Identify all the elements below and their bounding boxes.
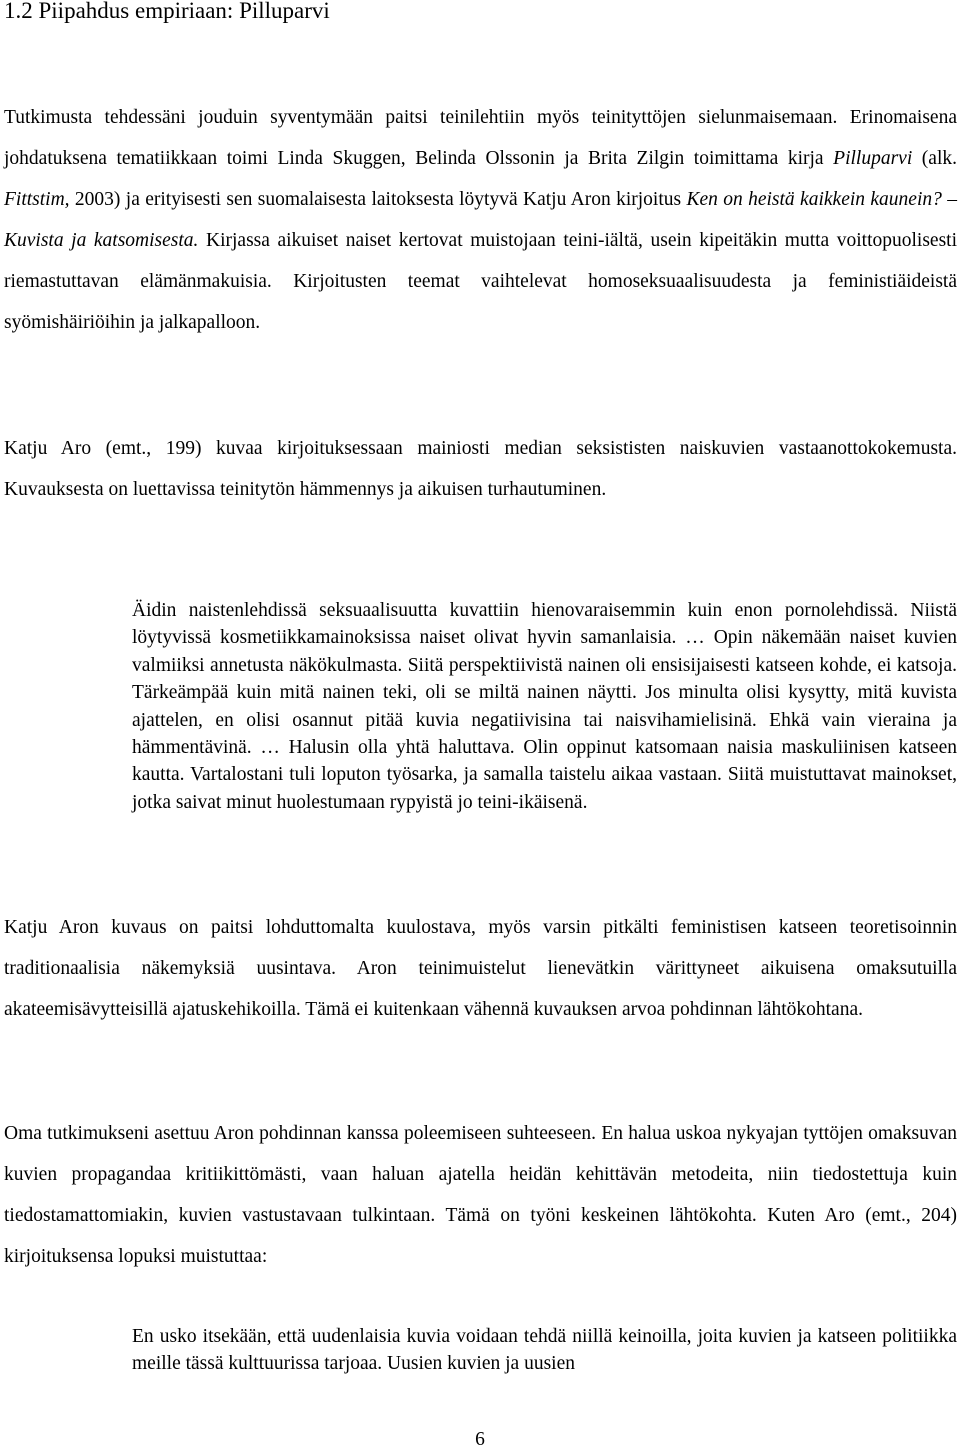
original-title: Fittstim, [4,189,70,210]
paragraph-aro-summary: Katju Aro (emt., 199) kuvaa kirjoituksessaan mainiosti median seksististen naiskuvien vastaanottokokemusta. Kuvauksesta on luettavissa teinitytön hämmennys ja aikuisen turhautuminen. [4,438,957,500]
page-number: 6 [475,1429,485,1450]
paragraph-own-research: Oma tutkimukseni asettuu Aron pohdinnan kanssa poleemiseen suhteeseen. En halua uskoa nykyajan tyttöjen omaksuvan kuvien propagandaa kritiikittömästi, vaan haluan ajatella heidän kehittävän metodeita, niin tiedostettuja kuin tiedostamattomiakin, kuvien vastustavaan tulkintaan. Tämä on työni keskeinen lähtökohta. Kuten Aro (emt., 204) kirjoituksensa lopuksi muistuttaa: [4,1123,957,1267]
paragraph-intro-text-4: Kirjassa aikuiset naiset kertovat muistojaan teini-iältä, usein kipeitäkin mutta voittopuolisesti riemastuttavan elämänmakuisia. Kirjoitusten teemat vaihtelevat homoseksuaalisuudesta ja feministiäideistä syömishäiriöihin ja jalkapalloon. [4,230,958,333]
block-quote-aro: Äidin naistenlehdissä seksuaalisuutta kuvattiin hienovaraisemmin kuin enon pornolehdissä. Niistä löytyvissä kosmetiikkamainoksissa naiset olivat hyvin samanlaisia. … Opin näkemään naiset kuvien valmiiksi annetusta näkökulmasta. Siitä perspektiivistä nainen oli ensisijaisesti katseen kohde, ei katsoja. Tärkeämpää kuin mitä nainen teki, oli se miltä nainen näytti. Jos minulta olisi kysytty, mitä kuvista ajattelen, en olisi osannut pitää kuvia negatiivisina tai naisvihamielisinä. Ehkä vain vieraina ja hämmentävinä. … Halusin olla yhtä haluttava. Olin oppinut katsomaan naisia maskuliinisen katseen kautta. Vartalostani tuli loputon työsarka, ja samalla taistelu aikaa vastaan. Siitä muistuttavat mainokset, jotka saivat minut huolestumaan rypyistä jo teini-ikäisenä. [132,600,957,813]
paragraph-intro-text-3: 2003) ja erityisesti sen suomalaisesta laitoksesta löytyvä Katju Aron kirjoitus [69,189,687,210]
book-title: Pilluparvi [833,148,913,169]
paragraph-intro [4,97,957,343]
paragraph-intro-text-1: Tutkimusta tehdessäni jouduin syventymään paitsi teinilehtiin myös teinityttöjen sielunmaisemaan. Erinomaisena johdatuksena tematiikkaan toimi Linda Skuggen, Belinda Olssonin ja Brita Zilgin toimittama kirja [4,107,957,169]
paragraph-analysis: Katju Aron kuvaus on paitsi lohduttomalta kuulostava, myös varsin pitkälti feministisen katseen teoretisoinnin traditionaalisia näkemyksiä uusintava. Aron teinimuistelut lienevätkin värittyneet aikuisena omaksutuilla akateemisävytteisillä ajatuskehikoilla. Tämä ei kuitenkaan vähennä kuvauksen arvoa pohdinnan lähtökohtana. [4,917,957,1020]
paragraph-intro-text-2: (alk. [912,148,957,169]
block-quote-closing: En usko itsekään, että uudenlaisia kuvia voidaan tehdä niillä keinoilla, joita kuvien ja katseen politiikka meille tässä kulttuurissa tarjoaa. Uusien kuvien ja uusien [132,1326,957,1375]
section-heading: 1.2 Piipahdus empiriaan: Pilluparvi [4,0,330,23]
essay-title: Ken on heistä kaikkein kaunein? – Kuvista ja katsomisesta. [4,189,957,251]
